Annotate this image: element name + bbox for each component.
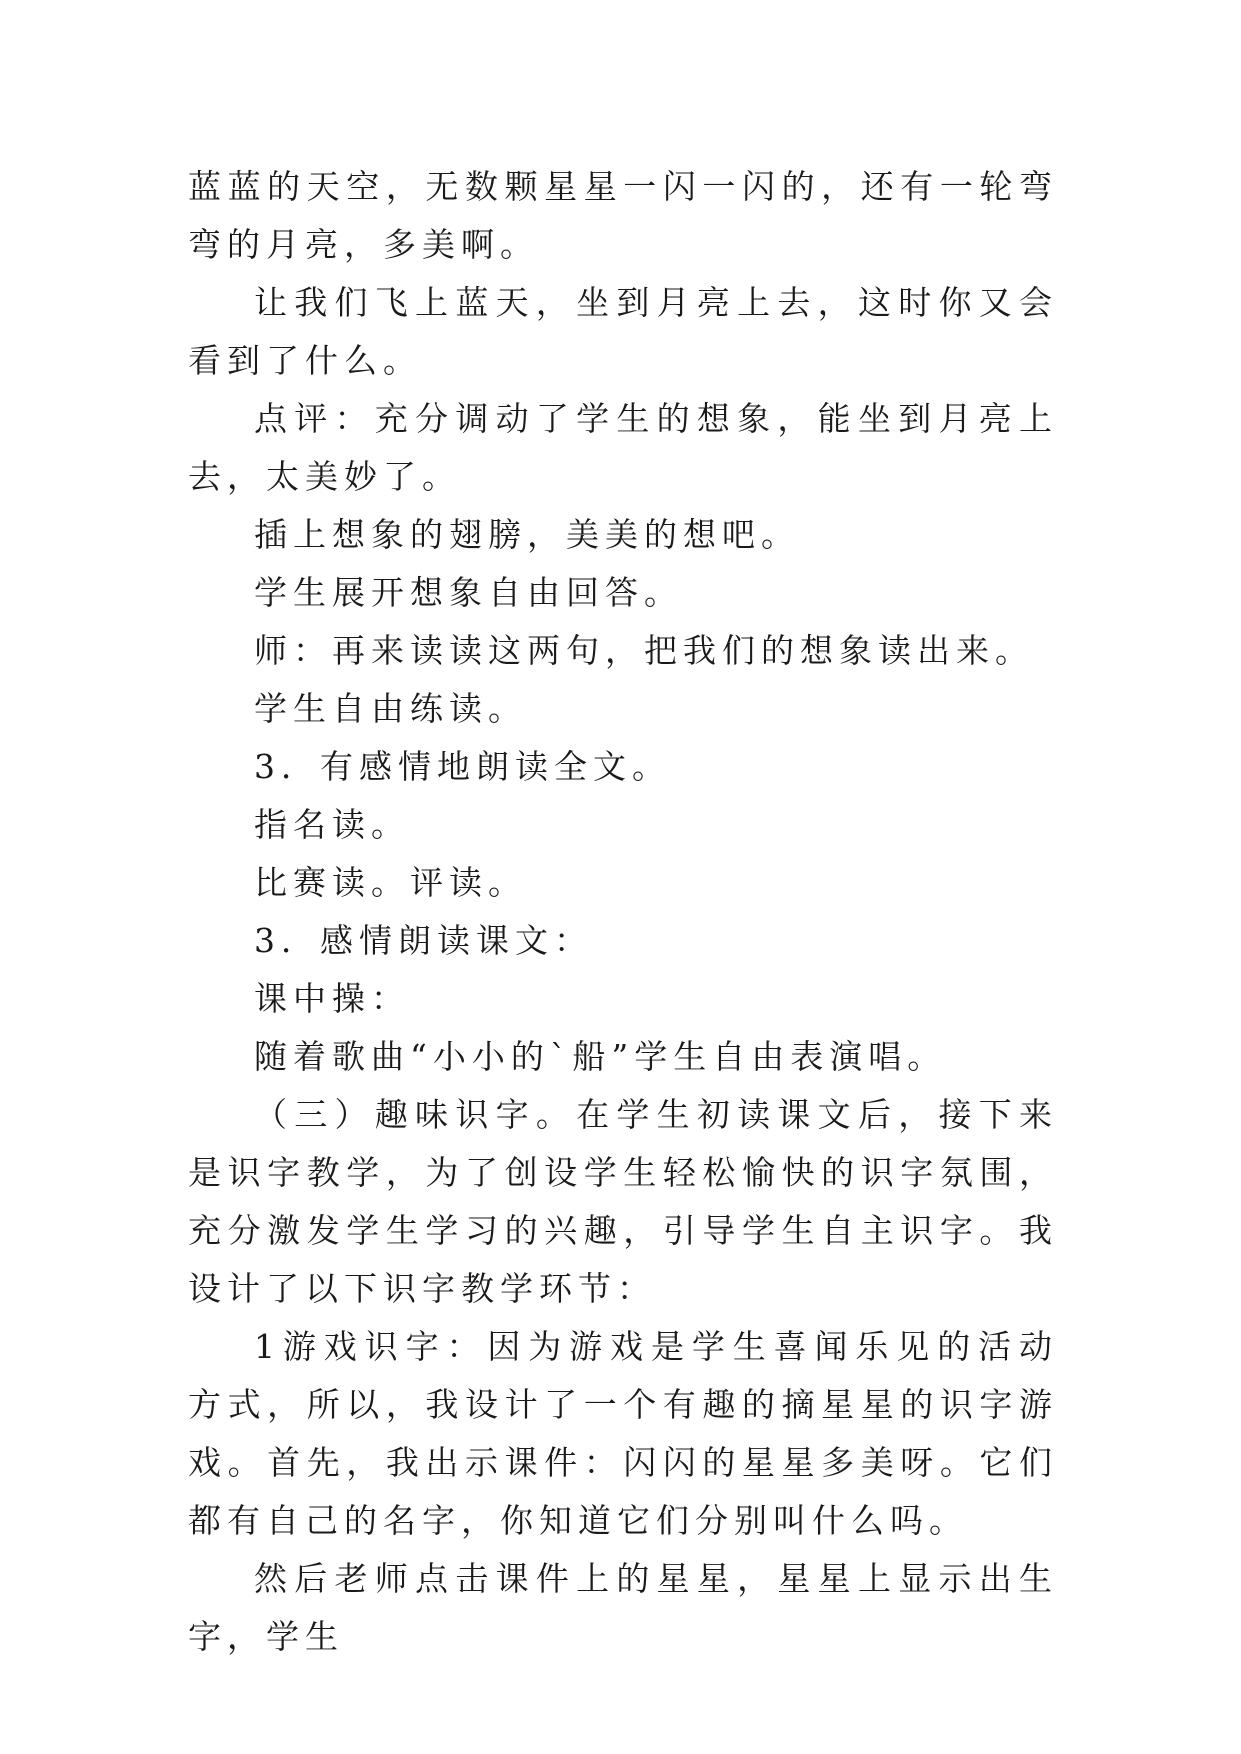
paragraph: 点评：充分调动了学生的想象，能坐到月亮上去，太美妙了。 [188, 399, 1058, 496]
numbered-paragraph: 3．有感情地朗读全文。 [254, 747, 671, 786]
section-paragraph: （三）趣味识字。在学生初读课文后，接下来是识字教学，为了创设学生轻松愉快的识字氛围，充分激发学生学习的兴趣，引导学生自主识字。我设计了以下识字教学环节： [188, 1095, 1058, 1308]
numbered-paragraph: 3．感情朗读课文： [254, 921, 593, 960]
paragraph: 插上想象的翅膀，美美的想吧。 [254, 515, 800, 554]
paragraph: 蓝蓝的天空，无数颗星星一闪一闪的，还有一轮弯弯的月亮，多美啊。 [188, 167, 1058, 264]
paragraph: 学生展开想象自由回答。 [254, 573, 683, 612]
paragraph: 然后老师点击课件上的星星，星星上显示出生字，学生 [188, 1559, 1058, 1656]
paragraph: 让我们飞上蓝天，坐到月亮上去，这时你又会看到了什么。 [188, 283, 1058, 380]
paragraph: 指名读。 [254, 805, 410, 844]
numbered-paragraph: 1游戏识字：因为游戏是学生喜闻乐见的活动方式，所以，我设计了一个有趣的摘星星的识字游戏。首先，我出示课件：闪闪的星星多美呀。它们都有自己的名字，你知道它们分别叫什么吗。 [188, 1327, 1058, 1540]
paragraph: 学生自由练读。 [254, 689, 527, 728]
document-body [188, 158, 1058, 1666]
paragraph: 师：再来读读这两句，把我们的想象读出来。 [254, 631, 1034, 670]
paragraph: 课中操： [254, 979, 410, 1018]
paragraph: 随着歌曲“小小的`船”学生自由表演唱。 [254, 1037, 947, 1076]
paragraph: 比赛读。评读。 [254, 863, 527, 902]
